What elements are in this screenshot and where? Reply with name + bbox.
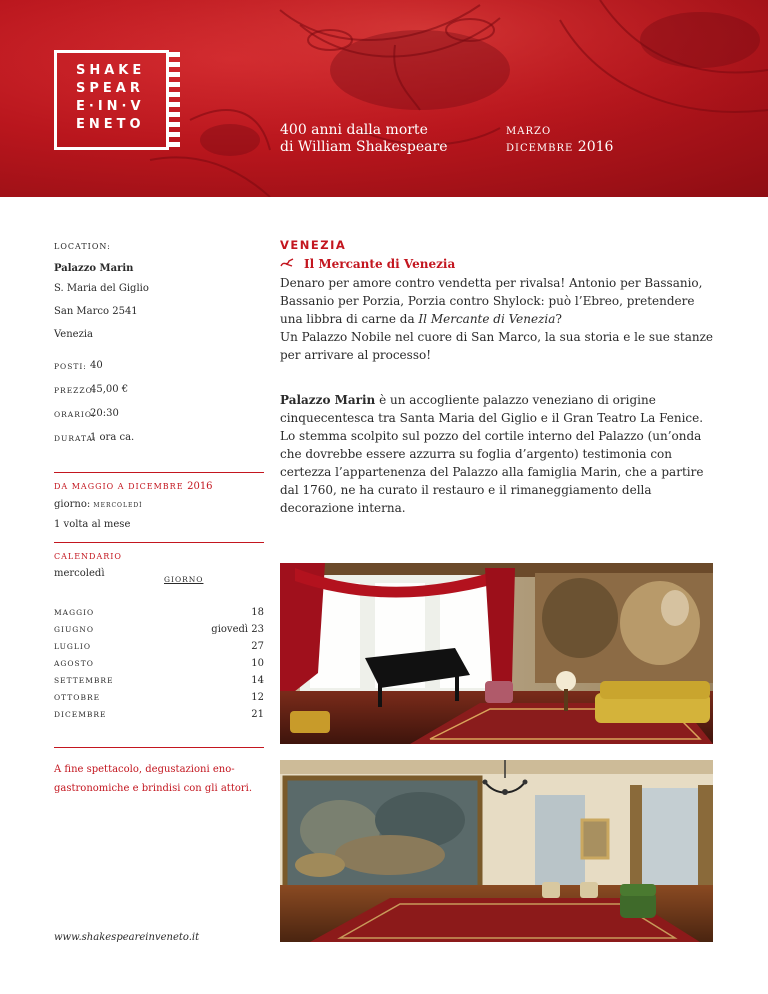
calendar-row bbox=[54, 689, 264, 706]
schedule-frequency: 1 volta al mese bbox=[54, 519, 131, 530]
detail-key: POSTI: bbox=[54, 362, 87, 371]
calendar-row bbox=[54, 604, 264, 621]
logo-line: ENETO bbox=[76, 117, 145, 132]
schedule-day bbox=[54, 498, 264, 512]
salon-piano-photo bbox=[280, 563, 713, 744]
calendar-column-header: GIORNO bbox=[164, 575, 204, 584]
detail-row bbox=[54, 407, 264, 422]
address-line: San Marco 2541 bbox=[54, 306, 138, 317]
venue-name: Palazzo Marin bbox=[54, 263, 134, 274]
subtitle-line: di William Shakespeare bbox=[280, 139, 448, 155]
city-heading: VENEZIA bbox=[280, 238, 347, 252]
detail-value: 45,00 € bbox=[90, 384, 129, 395]
calendar-row bbox=[54, 672, 264, 689]
calendar-row bbox=[54, 655, 264, 672]
play-title-row bbox=[280, 255, 720, 273]
flourish-icon bbox=[280, 255, 294, 273]
logo-line: E·IN·V bbox=[76, 99, 145, 114]
subtitle-line: 400 anni dalla morte bbox=[280, 122, 428, 138]
calendar-month: DICEMBRE bbox=[54, 709, 107, 719]
calendar-day: giovedì 23 bbox=[211, 623, 264, 635]
calendar-day: 27 bbox=[251, 640, 264, 652]
intro-text-end: ? bbox=[555, 312, 562, 326]
location-label: LOCATION: bbox=[54, 242, 111, 251]
venue-paragraph bbox=[280, 391, 720, 427]
header-dates bbox=[506, 122, 613, 156]
dates-start-month: marzo bbox=[506, 122, 552, 138]
dates-end-month: dicembre bbox=[506, 139, 574, 155]
calendar-day: 12 bbox=[251, 691, 264, 703]
schedule-period bbox=[54, 480, 264, 494]
calendar-weekday: mercoledì bbox=[54, 568, 105, 579]
calendar-row bbox=[54, 638, 264, 655]
period-text: DA MAGGIO A DICEMBRE bbox=[54, 482, 184, 491]
calendar-day: 10 bbox=[251, 657, 264, 669]
intro-italic-title: Il Mercante di Venezia bbox=[418, 312, 556, 326]
calendar-label: CALENDARIO bbox=[54, 552, 122, 561]
detail-key: DURATA: bbox=[54, 434, 97, 443]
divider bbox=[54, 542, 264, 543]
logo-film-strip bbox=[166, 50, 180, 150]
calendar-day: 18 bbox=[251, 606, 264, 618]
calendar-month: MAGGIO bbox=[54, 607, 95, 617]
detail-value: 1 ora ca. bbox=[90, 432, 135, 443]
detail-value: 40 bbox=[90, 360, 103, 371]
calendar-day: 14 bbox=[251, 674, 264, 686]
calendar-month: AGOSTO bbox=[54, 658, 94, 668]
calendar-day: 21 bbox=[251, 708, 264, 720]
dates-year: 2016 bbox=[577, 139, 614, 155]
venue-text: è un accogliente palazzo veneziano di origine cinquecentesca tra Santa Maria del Giglio e il Gran Teatro La Fenice. bbox=[280, 393, 704, 425]
venue-name-bold: Palazzo Marin bbox=[280, 393, 376, 407]
calendar-header bbox=[54, 567, 264, 587]
logo-text bbox=[76, 62, 164, 134]
intro-text: Denaro per amore contro vendetta per rivalsa! Antonio per Bassanio, Bassanio per Porzia, Porzia contro Shylock: può l’Ebreo, pretendere una libbra di carne da bbox=[280, 276, 703, 326]
detail-row bbox=[54, 383, 264, 398]
tasting-note: A fine spettacolo, degustazioni eno-gastronomiche e brindisi con gli attori. bbox=[54, 764, 253, 794]
detail-row bbox=[54, 431, 264, 446]
detail-row bbox=[54, 359, 264, 374]
detail-key: PREZZO: bbox=[54, 386, 97, 395]
calendar-month: GIUGNO bbox=[54, 624, 94, 634]
period-year: 2016 bbox=[187, 481, 213, 492]
day-value: mercoledì bbox=[93, 500, 143, 510]
website-link[interactable]: www.shakespeareinveneto.it bbox=[54, 932, 200, 943]
calendar-row bbox=[54, 706, 264, 723]
tapestry-room-photo bbox=[280, 760, 713, 942]
header-subtitle bbox=[280, 122, 480, 156]
calendar-month: LUGLIO bbox=[54, 641, 91, 651]
divider bbox=[54, 747, 264, 748]
header-banner bbox=[0, 0, 768, 197]
divider bbox=[54, 472, 264, 473]
event-details bbox=[54, 359, 264, 446]
calendar-month: SETTEMBRE bbox=[54, 675, 114, 685]
detail-key: ORARIO: bbox=[54, 410, 96, 419]
logo-line: SHAKE bbox=[76, 63, 146, 78]
calendar-month: OTTOBRE bbox=[54, 692, 101, 702]
intro-paragraph bbox=[280, 274, 720, 328]
venue-paragraph-2: Lo stemma scolpito sul pozzo del cortile interno del Palazzo (un’onda che dovrebbe essere azzurra su foglia d’argento) testimonia con certezza l’appartenenza del Palazzo alla famiglia Marin, che a partire dal 1760, ne ha curato il restauro e il rimaneggiamento della decorazione interna. bbox=[280, 429, 704, 515]
event-description bbox=[280, 236, 720, 517]
calendar-row bbox=[54, 621, 264, 638]
detail-value: 20:30 bbox=[90, 408, 119, 419]
day-prefix: giorno: bbox=[54, 499, 91, 510]
address-line: S. Maria del Giglio bbox=[54, 283, 149, 294]
event-info-sidebar bbox=[54, 240, 264, 798]
play-title: Il Mercante di Venezia bbox=[304, 257, 456, 271]
logo-line: SPEAR bbox=[76, 81, 144, 96]
intro-paragraph-2: Un Palazzo Nobile nel cuore di San Marco, la sua storia e le sue stanze per arrivare al processo! bbox=[280, 330, 714, 362]
shakespeare-in-veneto-logo bbox=[54, 50, 180, 150]
calendar-table bbox=[54, 604, 264, 723]
address-line: Venezia bbox=[54, 329, 94, 340]
